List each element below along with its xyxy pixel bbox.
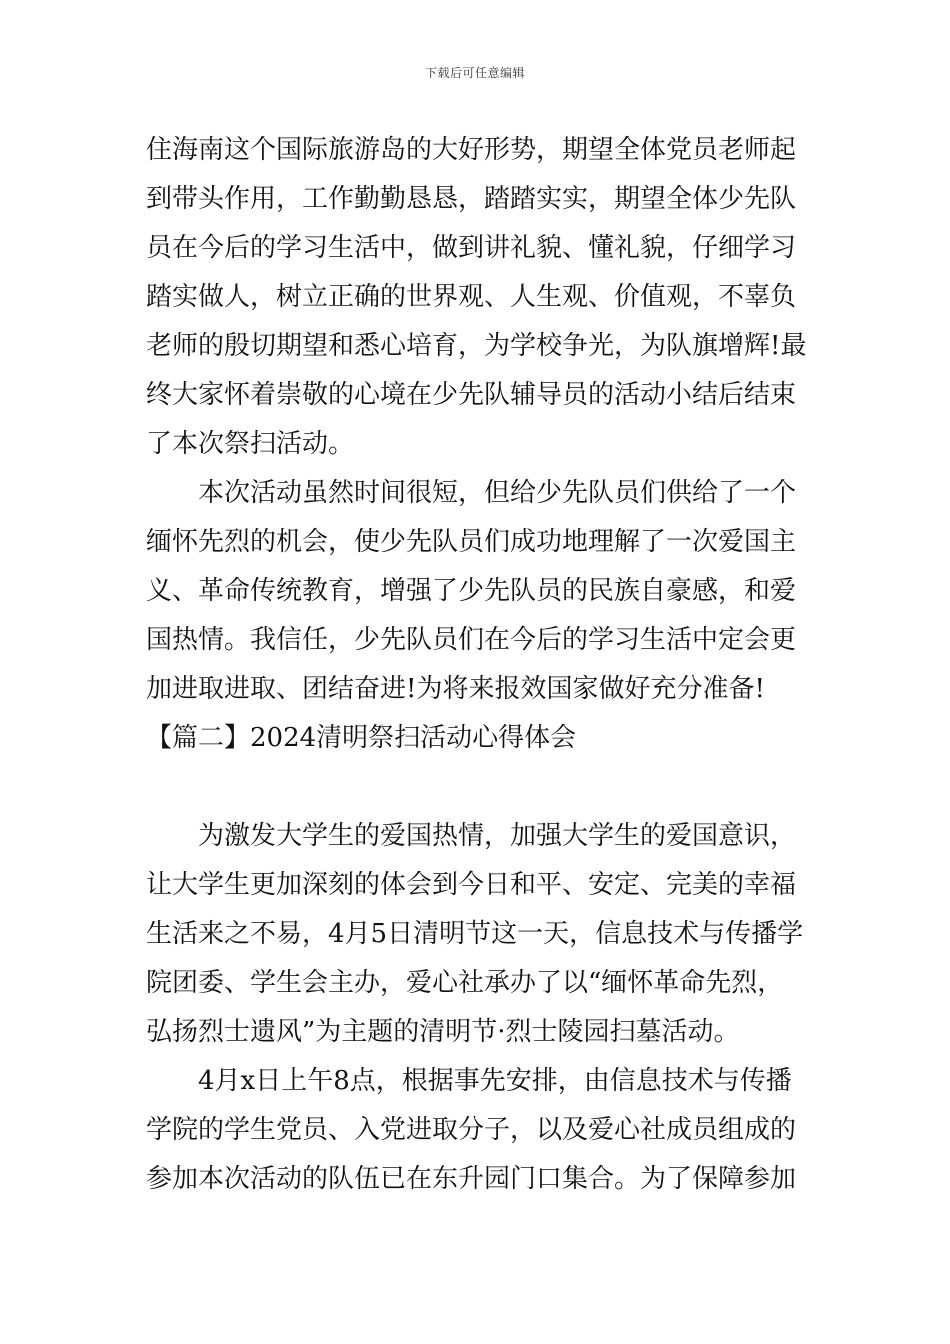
text-line: 让大学生更加深刻的体会到今日和平、安定、完美的幸福 [146,870,797,900]
text-line: 4月x日上午8点，根据事先安排，由信息技术与传播 [198,1066,792,1096]
text-line: 了本次祭扫活动。 [146,429,355,459]
text-line: 为激发大学生的爱国热情，加强大学生的爱国意识， [198,821,797,851]
text-line: 学院的学生党员、入党进取分子，以及爱心社成员组成的 [146,1115,797,1145]
text-line: 到带头作用，工作勤勤恳恳，踏踏实实，期望全体少先队 [146,184,797,214]
text-line: 生活来之不易，4月5日清明节这一天，信息技术与传播学 [146,919,804,949]
paragraph-2 [146,473,806,718]
text-line: 本次活动虽然时间很短，但给少先队员们供给了一个 [198,478,797,508]
text-line: 缅怀先烈的机会，使少先队员们成功地理解了一次爱国主 [146,527,797,557]
text-line: 员在今后的学习生活中，做到讲礼貌、懂礼貌，仔细学习 [146,233,797,263]
text-line: 老师的殷切期望和悉心培育，为学校争光，为队旗增辉!最 [146,331,807,361]
paragraph-1 [146,130,806,473]
text-line: 住海南这个国际旅游岛的大好形势，期望全体党员老师起 [146,135,797,165]
blank-line [146,767,806,816]
document-body [146,130,806,1208]
text-line: 弘扬烈士遗风”为主题的清明节·烈士陵园扫墓活动。 [146,1017,740,1047]
text-line: 参加本次活动的队伍已在东升园门口集合。为了保障参加 [146,1164,797,1194]
text-line: 加进取进取、团结奋进!为将来报效国家做好充分准备! [146,674,765,704]
text-line: 义、革命传统教育，增强了少先队员的民族自豪感，和爱 [146,576,797,606]
paragraph-4 [146,1061,806,1208]
paragraph-3 [146,816,806,1061]
section-heading: 【篇二】2024清明祭扫活动心得体会 [146,723,577,753]
page-header: 下载后可任意编辑 [424,66,525,80]
text-line: 院团委、学生会主办，爱心社承办了以“缅怀革命先烈， [146,968,784,998]
text-line: 踏实做人，树立正确的世界观、人生观、价值观，不辜负 [146,282,797,312]
text-line: 国热情。我信任，少先队员们在今后的学习生活中定会更 [146,625,797,655]
text-line: 终大家怀着崇敬的心境在少先队辅导员的活动小结后结束 [146,380,797,410]
